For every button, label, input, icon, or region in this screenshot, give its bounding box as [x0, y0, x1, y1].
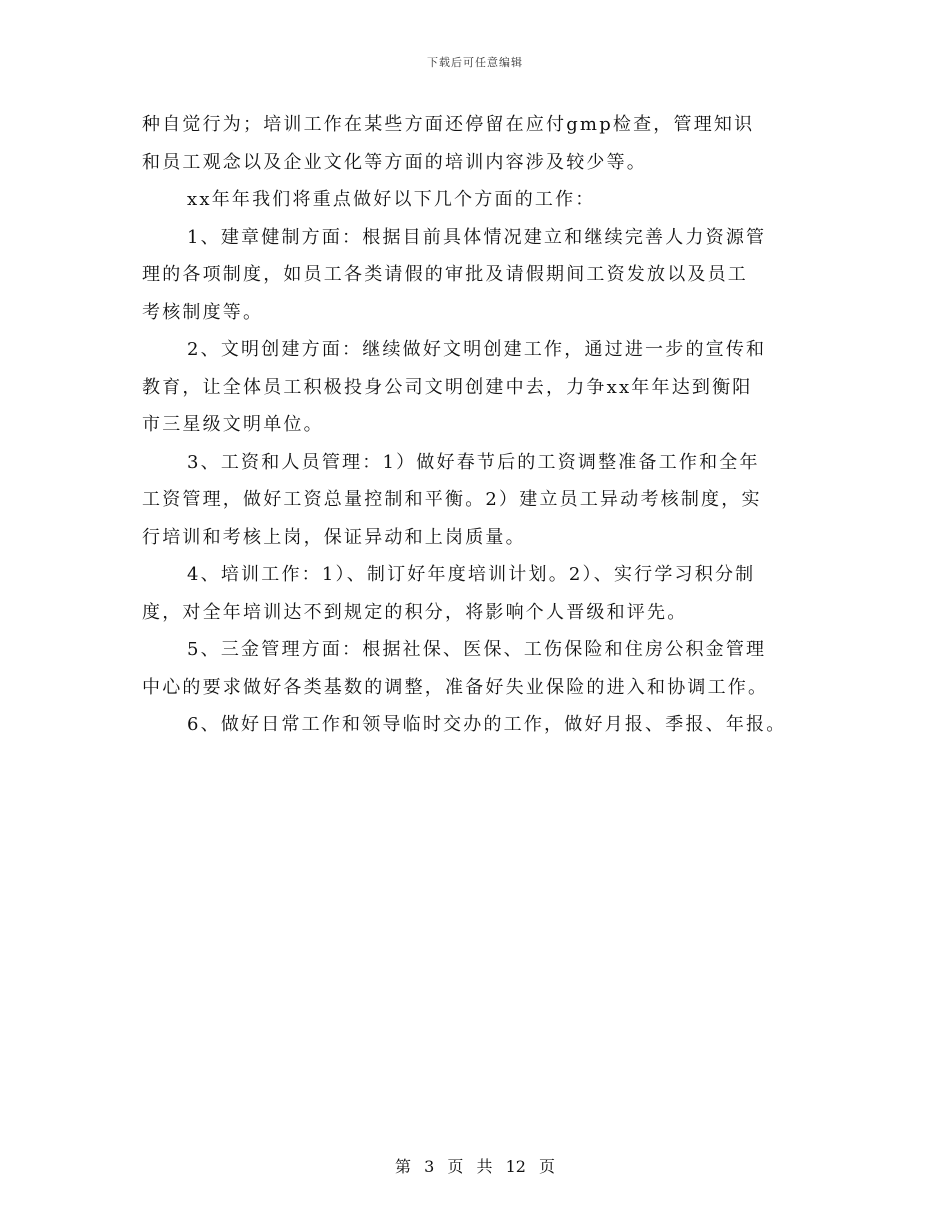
paragraph-line: 理的各项制度，如员工各类请假的审批及请假期间工资发放以及员工: [142, 264, 748, 285]
paragraph-line: 种自觉行为；培训工作在某些方面还停留在应付gmp检查，管理知识: [142, 114, 755, 135]
current-page-number: 3: [424, 1157, 435, 1176]
paragraph-line: 教育，让全体员工积极投身公司文明创建中去，力争xx年年达到衡阳: [142, 376, 753, 398]
page-footer: [0, 1154, 950, 1177]
paragraph-line: 4、培训工作：1）、制订好年度培训计划。2）、实行学习积分制: [187, 564, 756, 585]
paragraph-line: 6、做好日常工作和领导临时交办的工作，做好月报、季报、年报。: [187, 714, 787, 735]
footer-total-label: 共: [476, 1157, 493, 1176]
paragraph-line: xx年年我们将重点做好以下几个方面的工作：: [187, 189, 596, 210]
body-text: [142, 106, 822, 744]
paragraph-line: 考核制度等。: [142, 301, 264, 323]
header-note: 下载后可任意编辑: [427, 56, 523, 69]
paragraph-line: 和员工观念以及企业文化等方面的培训内容涉及较少等。: [142, 151, 647, 173]
total-pages-number: 12: [505, 1157, 526, 1176]
footer-page-label: 页: [447, 1157, 464, 1176]
footer-suffix: 页: [539, 1157, 556, 1176]
footer-prefix: 第: [394, 1157, 411, 1176]
paragraph-line: 2、文明创建方面：继续做好文明创建工作，通过进一步的宣传和: [187, 339, 767, 360]
paragraph-line: 5、三金管理方面：根据社保、医保、工伤保险和住房公积金管理: [187, 639, 767, 660]
paragraph-line: 3、工资和人员管理：1）做好春节后的工资调整准备工作和全年: [187, 451, 760, 473]
paragraph-line: 市三星级文明单位。: [142, 414, 324, 435]
paragraph-line: 1、建章健制方面：根据目前具体情况建立和继续完善人力资源管: [187, 226, 767, 248]
paragraph-line: 中心的要求做好各类基数的调整，准备好失业保险的进入和协调工作。: [142, 676, 769, 698]
paragraph-line: 度，对全年培训达不到规定的积分，将影响个人晋级和评先。: [142, 601, 688, 623]
paragraph-line: 行培训和考核上岗，保证异动和上岗质量。: [142, 526, 526, 548]
paragraph-line: 工资管理，做好工资总量控制和平衡。2）建立员工异动考核制度，实: [142, 489, 762, 510]
